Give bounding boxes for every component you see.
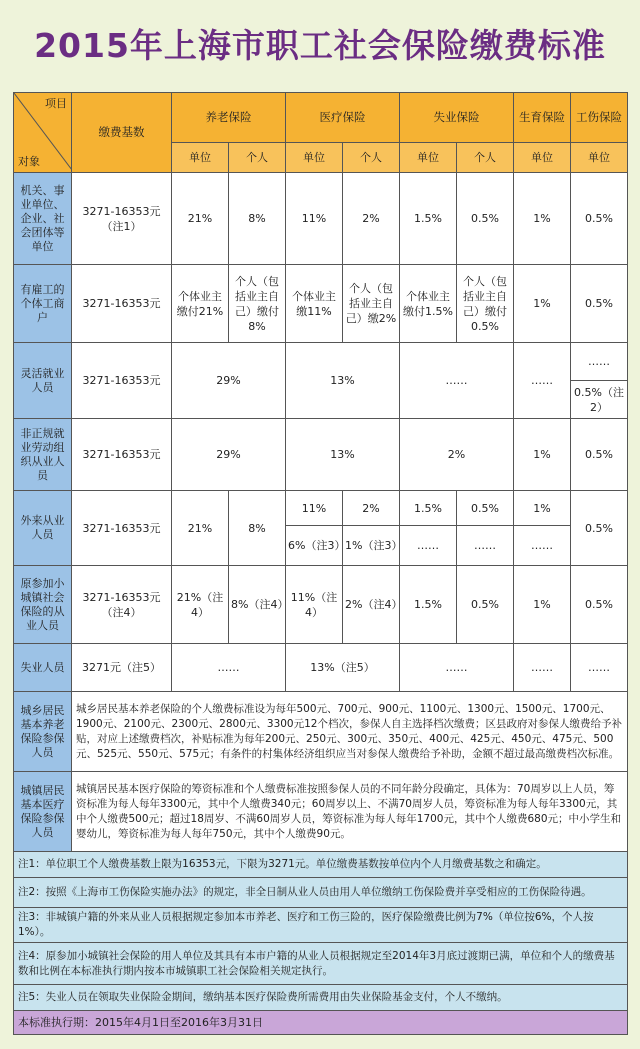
cell-maternity: …… <box>514 343 571 419</box>
cell-medical-unit-a: 11% <box>286 491 343 526</box>
cell-description: 城乡居民基本养老保险的个人缴费标准设为每年500元、700元、900元、1100元、1300元、1500元、1700元、1900元、2100元、2300元、2800元、3300元12个档次，参保人自主选择档次缴费；区县政府对参保人缴费给予补贴，对应上述缴费档次，补贴标准为每年200元、250元、300元、350元、400元、425元、450元、475元、500元、525元、550元、575元；有条件的村集体经济组织应当对参保人缴费给予补助，金额不超过最高缴费档次标准。 <box>72 692 628 772</box>
cell-maternity: 1% <box>514 419 571 491</box>
cell-pension-unit: 21%（注4） <box>172 566 229 644</box>
header-injury-unit: 单位 <box>571 142 628 172</box>
row-label: 原参加小城镇社会保险的从业人员 <box>14 566 72 644</box>
cell-maternity: …… <box>514 644 571 692</box>
cell-medical: 13% <box>286 343 400 419</box>
cell-injury-a: …… <box>571 343 628 381</box>
header-item-label: 项目 <box>45 97 67 110</box>
cell-maternity: 1% <box>514 173 571 265</box>
cell-base: 3271-16353元（注4） <box>72 566 172 644</box>
page-title: 2015年上海市职工社会保险缴费标准 <box>34 25 606 65</box>
note-4: 注4：原参加小城镇社会保险的用人单位及其具有本市户籍的从业人员根据规定至2014年3月底过渡期已满，单位和个人的缴费基数和比例在本标准执行期内按本市城镇职工社会保险相关规定执行。 <box>14 943 628 985</box>
cell-medical-personal: 2%（注4） <box>343 566 400 644</box>
table-row <box>14 343 628 381</box>
cell-unemployment: …… <box>400 343 514 419</box>
cell-pension-personal: 个人（包括业主自己）缴付8% <box>229 265 286 343</box>
note-5: 注5：失业人员在领取失业保险金期间，缴纳基本医疗保险费所需费用由失业保险基金支付，个人不缴纳。 <box>14 985 628 1011</box>
table-row <box>14 173 628 265</box>
header-object-label: 对象 <box>18 155 40 168</box>
header-unemployment-personal: 个人 <box>457 142 514 172</box>
cell-base: 3271-16353元 <box>72 265 172 343</box>
table-row <box>14 491 628 526</box>
cell-medical-personal-b: 1%（注3） <box>343 526 400 566</box>
cell-medical-unit: 11%（注4） <box>286 566 343 644</box>
table-row <box>14 644 628 692</box>
header-medical: 医疗保险 <box>286 93 400 143</box>
row-label: 有雇工的个体工商户 <box>14 265 72 343</box>
cell-pension: 29% <box>172 419 286 491</box>
cell-unemployment-personal-a: 0.5% <box>457 491 514 526</box>
note-3: 注3：非城镇户籍的外来从业人员根据规定参加本市养老、医疗和工伤三险的，医疗保险缴费比例为7%（单位按6%，个人按1%）。 <box>14 908 628 943</box>
cell-injury: 0.5% <box>571 419 628 491</box>
execution-period: 本标准执行期：2015年4月1日至2016年3月31日 <box>14 1011 628 1035</box>
cell-unemployment-unit-a: 1.5% <box>400 491 457 526</box>
header-pension-unit: 单位 <box>172 142 229 172</box>
cell-description: 城镇居民基本医疗保险的筹资标准和个人缴费标准按照参保人员的不同年龄分段确定，具体为：70周岁以上人员，筹资标准为每人每年3300元，其中个人缴费340元；60周岁以上、不满70周岁人员，筹资标准为每人每年3300元，其中个人缴费500元；超过18周岁、不满60周岁人员，筹资标准为每人每年1700元，其中个人缴费680元；中小学生和婴幼儿，筹资标准为每人每年750元，其中个人缴费90元。 <box>72 772 628 852</box>
cell-pension: …… <box>172 644 286 692</box>
cell-base: 3271-16353元（注1） <box>72 173 172 265</box>
cell-pension-personal: 8% <box>229 173 286 265</box>
cell-injury: 0.5% <box>571 173 628 265</box>
cell-unemployment-unit: 1.5% <box>400 566 457 644</box>
cell-injury: 0.5% <box>571 566 628 644</box>
row-label: 机关、事业单位、企业、社会团体等单位 <box>14 173 72 265</box>
cell-pension: 29% <box>172 343 286 419</box>
table-row <box>14 566 628 644</box>
cell-pension-personal: 8%（注4） <box>229 566 286 644</box>
cell-medical: 13% <box>286 419 400 491</box>
row-label: 非正规就业劳动组织从业人员 <box>14 419 72 491</box>
cell-medical-unit-b: 6%（注3） <box>286 526 343 566</box>
cell-medical-unit: 个体业主缴11% <box>286 265 343 343</box>
header-unemployment: 失业保险 <box>400 93 514 143</box>
header-medical-unit: 单位 <box>286 142 343 172</box>
cell-maternity: 1% <box>514 265 571 343</box>
cell-medical-unit: 11% <box>286 173 343 265</box>
cell-maternity-b: …… <box>514 526 571 566</box>
cell-unemployment-unit-b: …… <box>400 526 457 566</box>
cell-pension-unit: 个体业主缴付21% <box>172 265 229 343</box>
cell-medical: 13%（注5） <box>286 644 400 692</box>
standards-table <box>13 92 628 1035</box>
cell-base: 3271-16353元 <box>72 419 172 491</box>
cell-pension-unit: 21% <box>172 173 229 265</box>
row-label: 灵活就业人员 <box>14 343 72 419</box>
cell-unemployment-personal: 0.5% <box>457 566 514 644</box>
cell-medical-personal: 2% <box>343 173 400 265</box>
header-corner-cell <box>14 93 72 173</box>
table-row <box>14 419 628 491</box>
cell-unemployment: 2% <box>400 419 514 491</box>
cell-unemployment: …… <box>400 644 514 692</box>
table-row <box>14 265 628 343</box>
cell-pension-personal: 8% <box>229 491 286 566</box>
standards-table-wrapper <box>13 92 627 1035</box>
header-base: 缴费基数 <box>72 93 172 173</box>
header-medical-personal: 个人 <box>343 142 400 172</box>
row-label: 外来从业人员 <box>14 491 72 566</box>
cell-maternity: 1% <box>514 566 571 644</box>
cell-medical-personal: 个人（包括业主自己）缴2% <box>343 265 400 343</box>
cell-unemployment-personal-b: …… <box>457 526 514 566</box>
cell-base: 3271-16353元 <box>72 343 172 419</box>
cell-unemployment-personal: 个人（包括业主自己）缴付0.5% <box>457 265 514 343</box>
note-2: 注2：按照《上海市工伤保险实施办法》的规定，非全日制从业人员由用人单位缴纳工伤保险费并享受相应的工伤保险待遇。 <box>14 878 628 908</box>
cell-base: 3271-16353元 <box>72 491 172 566</box>
table-row <box>14 772 628 852</box>
header-maternity: 生育保险 <box>514 93 571 143</box>
cell-unemployment-unit: 个体业主缴付1.5% <box>400 265 457 343</box>
header-unemployment-unit: 单位 <box>400 142 457 172</box>
cell-injury: …… <box>571 644 628 692</box>
cell-pension-unit: 21% <box>172 491 229 566</box>
header-maternity-unit: 单位 <box>514 142 571 172</box>
table-row <box>14 692 628 772</box>
cell-base: 3271元（注5） <box>72 644 172 692</box>
cell-unemployment-unit: 1.5% <box>400 173 457 265</box>
cell-injury-b: 0.5%（注2） <box>571 381 628 419</box>
cell-medical-personal-a: 2% <box>343 491 400 526</box>
header-pension: 养老保险 <box>172 93 286 143</box>
row-label: 城乡居民基本养老保险参保人员 <box>14 692 72 772</box>
cell-maternity-a: 1% <box>514 491 571 526</box>
header-injury: 工伤保险 <box>571 93 628 143</box>
cell-injury: 0.5% <box>571 491 628 566</box>
cell-injury: 0.5% <box>571 265 628 343</box>
cell-unemployment-personal: 0.5% <box>457 173 514 265</box>
row-label: 失业人员 <box>14 644 72 692</box>
note-1: 注1：单位职工个人缴费基数上限为16353元，下限为3271元。单位缴费基数按单位内个人月缴费基数之和确定。 <box>14 852 628 878</box>
header-pension-personal: 个人 <box>229 142 286 172</box>
row-label: 城镇居民基本医疗保险参保人员 <box>14 772 72 852</box>
